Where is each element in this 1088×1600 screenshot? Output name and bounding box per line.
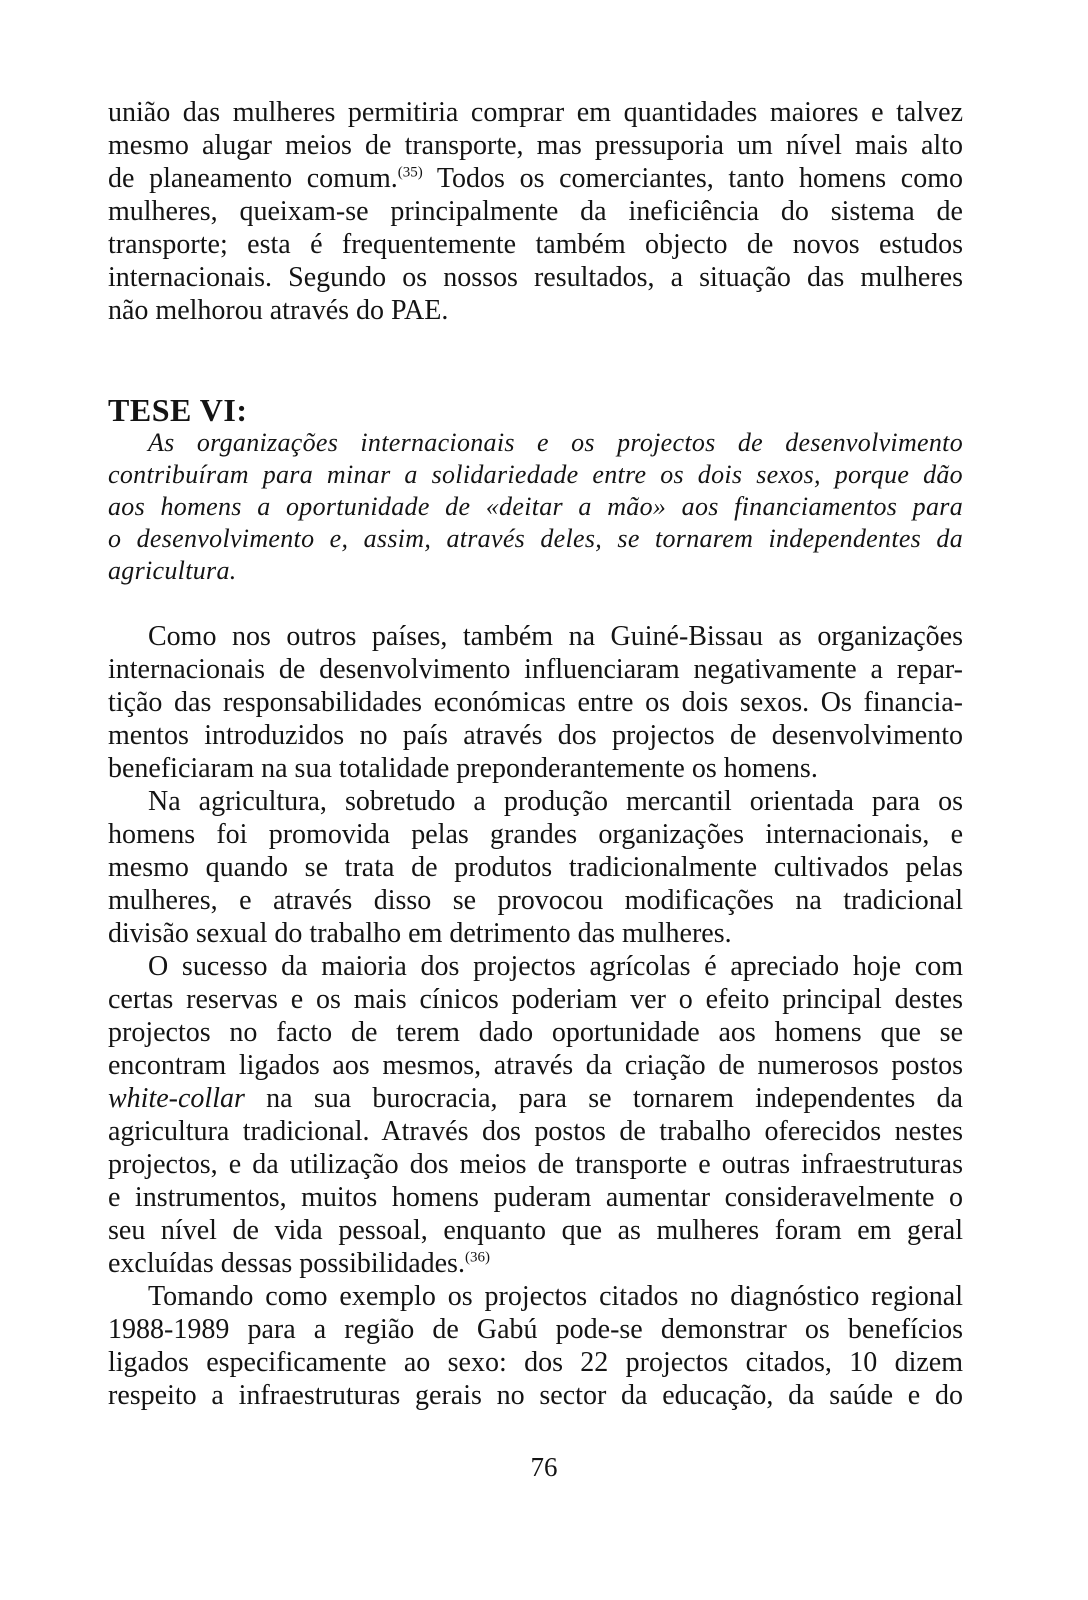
text-line: internacionais de desenvolvimento influenciaram negativamente a repar- [108,654,963,685]
paragraph-2 [108,785,963,950]
text-line: agricultura tradicional. Através dos postos de trabalho oferecidos nestes [108,1116,963,1147]
text-fragment: de planeamento comum. [108,163,398,194]
text-line: mesmo alugar meios de transporte, mas pressuporia um nível mais alto [108,130,963,161]
text-fragment: Todos os comerciantes, tanto homens como [422,163,963,194]
text-line: Na agricultura, sobretudo a produção mercantil orientada para os [148,786,963,817]
text-line: aos homens a oportunidade de «deitar a mão» aos financiamentos para [108,492,963,521]
text-line: seu nível de vida pessoal, enquanto que as mulheres foram em geral [108,1215,963,1246]
text-line: As organizações internacionais e os projectos de desenvolvimento [148,428,963,457]
paragraph-4 [108,1280,963,1412]
paragraph-1 [108,620,963,785]
text-line: Tomando como exemplo os projectos citados no diagnóstico regional [148,1281,963,1312]
section-heading: TESE VI: [108,392,248,428]
text-line: não melhorou através do PAE. [108,295,449,326]
page-number: 76 [530,1452,558,1482]
text-line: contribuíram para minar a solidariedade entre os dois sexos, porque dão [108,460,963,489]
text-line: ligados especificamente ao sexo: dos 22 projectos citados, 10 dizem [108,1347,963,1378]
paragraph-3 [108,950,963,1280]
text-line: o desenvolvimento e, assim, através deles, se tornarem independentes da [108,524,963,553]
text-line: mesmo quando se trata de produtos tradicionalmente cultivados pelas [108,852,963,883]
text-line: mentos introduzidos no país através dos projectos de desenvolvimento [108,720,963,751]
text-line: mulheres, queixam-se principalmente da ineficiência do sistema de [108,196,963,227]
text-line: certas reservas e os mais cínicos poderiam ver o efeito principal destes [108,984,963,1015]
footnote-ref-36[interactable]: (36) [464,1249,490,1266]
text-line: tição das responsabilidades económicas entre os dois sexos. Os financia- [108,687,963,718]
text-line: agricultura. [108,556,237,585]
text-line: projectos no facto de terem dado oportunidade aos homens que se [108,1017,963,1048]
text-line: divisão sexual do trabalho em detrimento das mulheres. [108,918,732,949]
text-fragment: excluídas dessas possibilidades. [108,1248,465,1279]
thesis-statement [108,427,963,587]
text-line: O sucesso da maioria dos projectos agrícolas é apreciado hoje com [148,951,963,982]
text-line [108,162,963,195]
text-line: encontram ligados aos mesmos, através da criação de numerosos postos [108,1050,963,1081]
opening-paragraph [108,96,963,327]
emphasis-white-collar: white-collar [108,1083,245,1114]
text-line: beneficiaram na sua totalidade preponderantemente os homens. [108,753,818,784]
text-line: respeito a infraestruturas gerais no sector da educação, da saúde e do [108,1380,963,1411]
text-line: homens foi promovida pelas grandes organizações internacionais, e [108,819,963,850]
text-line: projectos, e da utilização dos meios de transporte e outras infraestruturas [108,1149,963,1180]
text-line: mulheres, e através disso se provocou modificações na tradicional [108,885,963,916]
text-line: internacionais. Segundo os nossos resultados, a situação das mulheres [108,262,963,293]
text-line: transporte; esta é frequentemente também objecto de novos estudos [108,229,963,260]
body-text [108,620,963,1412]
text-line [108,1247,963,1280]
text-line: Como nos outros países, também na Guiné-Bissau as organizações [148,621,963,652]
footnote-ref-35[interactable]: (35) [397,164,423,181]
text-line: 1988-1989 para a região de Gabú pode-se demonstrar os benefícios [108,1314,963,1345]
text-fragment: na sua burocracia, para se tornarem independentes da [244,1083,963,1114]
text-line: e instrumentos, muitos homens puderam aumentar consideravelmente o [108,1182,963,1213]
text-line [108,1082,963,1115]
text-line: união das mulheres permitiria comprar em quantidades maiores e talvez [108,97,963,128]
